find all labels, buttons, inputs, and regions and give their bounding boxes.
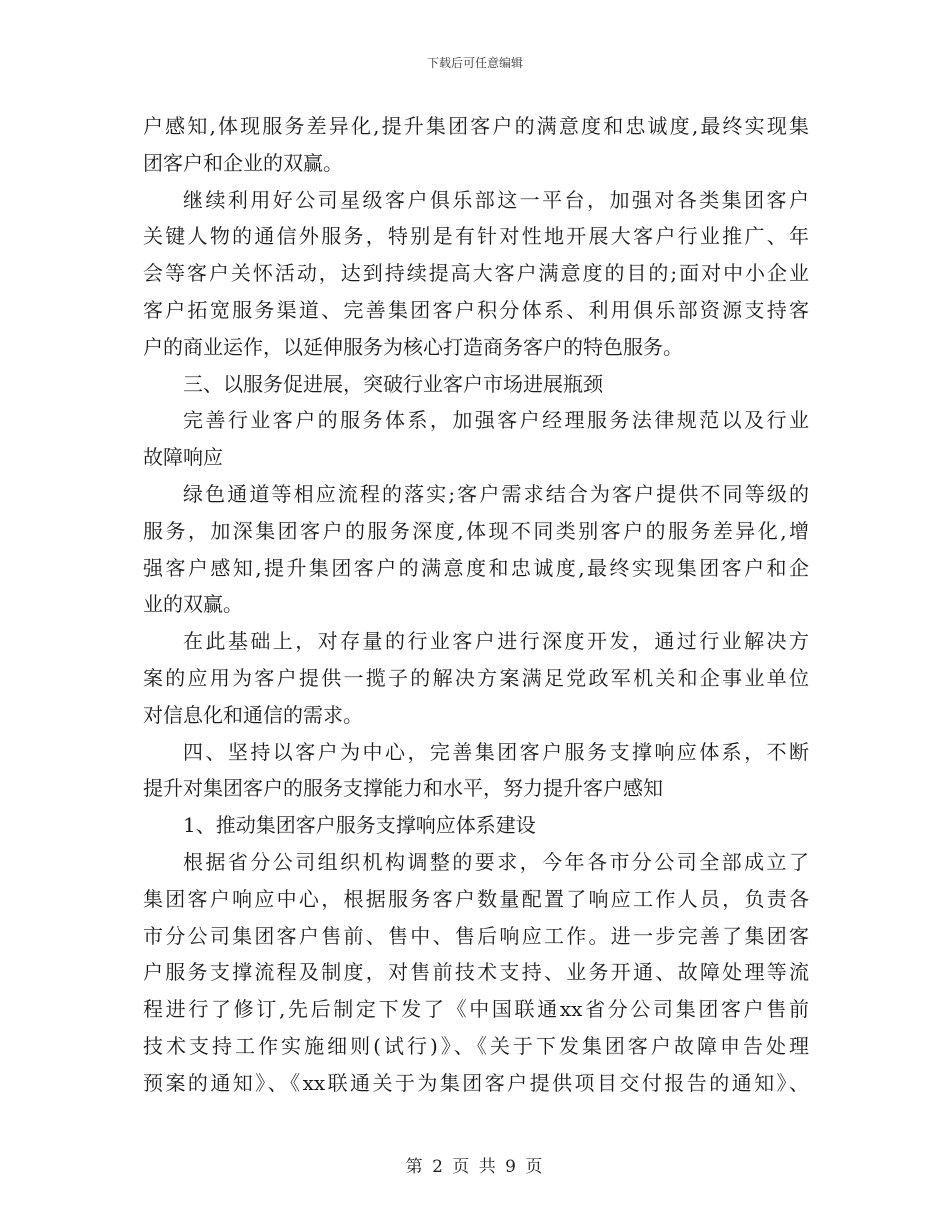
section-heading: 提升对集团客户的服务支撑能力和水平，努力提升客户感知 — [143, 776, 663, 801]
text-line: 案的应用为客户提供一揽子的解决方案满足党政军机关和企事业单位 — [143, 665, 809, 690]
text-line: 团客户和企业的双赢。 — [143, 150, 343, 175]
text-line: 绿色通道等相应流程的落实;客户需求结合为客户提供不同等级的 — [183, 481, 809, 506]
text-line: 户服务支撑流程及制度，对售前技术支持、业务开通、故障处理等流 — [143, 960, 809, 985]
text-line: 户感知,体现服务差异化,提升集团客户的满意度和忠诚度,最终实现集 — [143, 114, 809, 138]
subsection-heading: 1、推动集团客户服务支撑响应体系建设 — [183, 813, 536, 838]
text-line: 技术支持工作实施细则(试行)》、《关于下发集团客户故障申告处理 — [143, 1033, 809, 1058]
text-line: 集团客户响应中心，根据服务客户数量配置了响应工作人员，负责各 — [143, 886, 809, 911]
text-line: 故障响应 — [143, 445, 223, 470]
document-body — [143, 108, 809, 1102]
text-line: 对信息化和通信的需求。 — [143, 702, 363, 727]
text-line: 户的商业运作，以延伸服务为核心打造商务客户的特色服务。 — [143, 334, 683, 359]
text-line: 程进行了修订,先后制定下发了《中国联通xx省分公司集团客户售前 — [143, 997, 809, 1022]
text-line: 关键人物的通信外服务，特别是有针对性地开展大客户行业推广、年 — [143, 224, 809, 249]
page-header: 下载后可任意编辑 — [426, 56, 523, 70]
text-line: 业的双赢。 — [143, 592, 243, 617]
section-heading: 三、以服务促进展，突破行业客户市场进展瓶颈 — [183, 371, 603, 396]
text-line: 完善行业客户的服务体系，加强客户经理服务法律规范以及行业 — [183, 408, 809, 433]
text-line: 继续利用好公司星级客户俱乐部这一平台，加强对各类集团客户 — [183, 187, 809, 212]
text-line: 强客户感知,提升集团客户的满意度和忠诚度,最终实现集团客户和企 — [143, 555, 809, 580]
text-line: 客户拓宽服务渠道、完善集团客户积分体系、利用俱乐部资源支持客 — [143, 297, 809, 322]
text-line: 根据省分公司组织机构调整的要求，今年各市分公司全部成立了 — [183, 849, 809, 874]
text-line: 市分公司集团客户售前、售中、售后响应工作。进一步完善了集团客 — [143, 923, 809, 948]
text-line: 在此基础上，对存量的行业客户进行深度开发，通过行业解决方 — [183, 629, 809, 654]
text-line: 预案的通知》、《xx联通关于为集团客户提供项目交付报告的通知》、 — [143, 1070, 809, 1095]
text-line: 服务，加深集团客户的服务深度,体现不同类别客户的服务差异化,增 — [143, 518, 809, 543]
section-heading: 四、坚持以客户为中心，完善集团客户服务支撑响应体系，不断 — [183, 739, 809, 764]
text-line: 会等客户关怀活动，达到持续提高大客户满意度的目的;面对中小企业 — [143, 261, 809, 286]
page-number: 第 2 页 共 9 页 — [405, 1157, 545, 1177]
